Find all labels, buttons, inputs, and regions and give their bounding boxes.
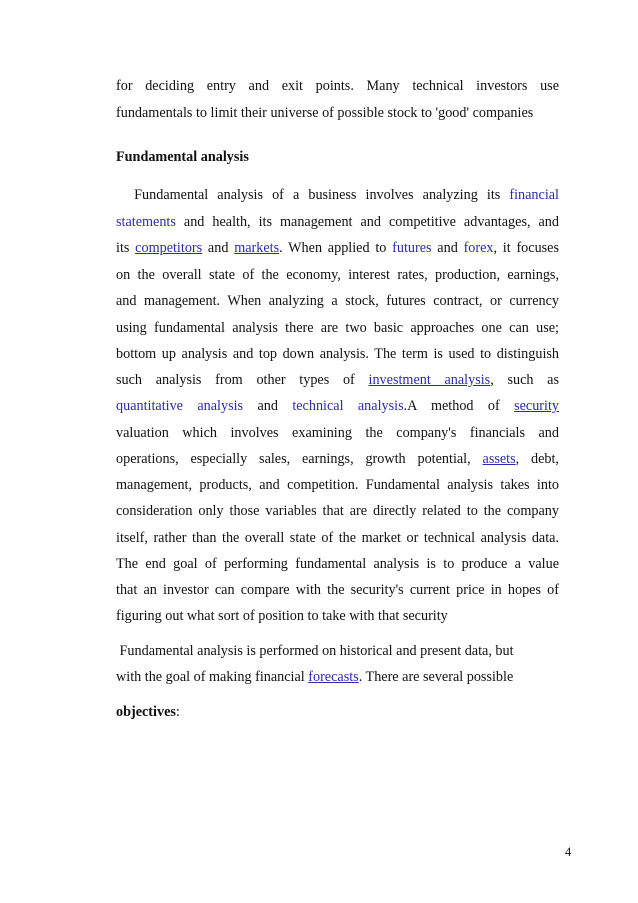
link-technical-analysis[interactable]: technical analysis <box>292 398 404 414</box>
link-competitors[interactable]: competitors <box>135 240 203 256</box>
para1-line-9 <box>116 397 559 415</box>
link-assets[interactable]: assets <box>482 451 516 467</box>
para1-line-17: figuring out what sort of position to take with that security <box>116 608 448 624</box>
link-statements[interactable]: statements <box>116 214 176 230</box>
para1-text: and health, its management and competitive advantages, and <box>183 214 559 230</box>
link-investment-analysis[interactable]: investment analysis <box>368 372 491 388</box>
section-heading: Fundamental analysis <box>116 149 249 165</box>
para1-line-14: itself, rather than the overall state of the market or technical analysis data. <box>116 530 559 546</box>
link-markets[interactable]: markets <box>234 240 280 256</box>
para1-line-16: that an investor can compare with the security's current price in hopes of <box>116 582 559 598</box>
objectives-label: objectives <box>116 704 176 720</box>
colon: : <box>175 704 180 720</box>
para1-text: , such as <box>490 372 560 388</box>
para1-text: and <box>437 240 458 256</box>
link-quantitative-analysis[interactable]: quantitative analysis <box>116 398 244 414</box>
para1-text: , it focuses <box>493 240 560 256</box>
para2-text: . There are several possible <box>358 669 514 685</box>
link-forex[interactable]: forex <box>463 240 494 256</box>
para1-line-5: and management. When analyzing a stock, futures contract, or currency <box>116 293 559 309</box>
para1-line-13: consideration only those variables that are directly related to the company <box>116 503 559 519</box>
para1-text: , debt, <box>515 451 559 467</box>
para1-line-8 <box>116 371 559 389</box>
para1-text: and <box>257 398 278 414</box>
para1-text: .A method of <box>403 398 500 414</box>
para1-text: such analysis from other types of <box>116 372 355 388</box>
para1-text: Fundamental analysis of a business involves analyzing its <box>134 187 501 203</box>
para1-line-10: valuation which involves examining the company's financials and <box>116 425 559 441</box>
para2-line-3 <box>116 703 559 721</box>
link-financial[interactable]: financial <box>509 187 560 203</box>
para1-line-3 <box>116 239 559 257</box>
para2-text: with the goal of making financial <box>116 669 305 685</box>
para1-line-7: bottom up analysis and top down analysis. The term is used to distinguish <box>116 346 559 362</box>
para1-line-6: using fundamental analysis there are two basic approaches one can use; <box>116 320 559 336</box>
para1-line-4: on the overall state of the economy, interest rates, production, earnings, <box>116 267 559 283</box>
para1-line-12: management, products, and competition. Fundamental analysis takes into <box>116 477 559 493</box>
para1-text: and <box>207 240 229 256</box>
link-forecasts[interactable]: forecasts <box>308 669 359 685</box>
para1-text: its <box>116 240 130 256</box>
link-security[interactable]: security <box>514 398 560 414</box>
para2-line-1 <box>116 642 559 660</box>
para1-line-2 <box>116 213 559 231</box>
intro-line-1: for deciding entry and exit points. Many technical investors use <box>116 78 559 94</box>
para1-line-1 <box>116 186 559 204</box>
para2-line-2 <box>116 668 559 686</box>
para1-line-11 <box>116 450 559 468</box>
para2-text: Fundamental analysis is performed on historical and present data, but <box>119 643 514 659</box>
para1-line-15: The end goal of performing fundamental analysis is to produce a value <box>116 556 559 572</box>
link-futures[interactable]: futures <box>392 240 432 256</box>
intro-line-2: fundamentals to limit their universe of possible stock to 'good' companies <box>116 105 534 121</box>
para1-text: . When applied to <box>279 240 387 256</box>
para1-text: operations, especially sales, earnings, growth potential, <box>116 451 471 467</box>
page-number: 4 <box>565 845 572 859</box>
